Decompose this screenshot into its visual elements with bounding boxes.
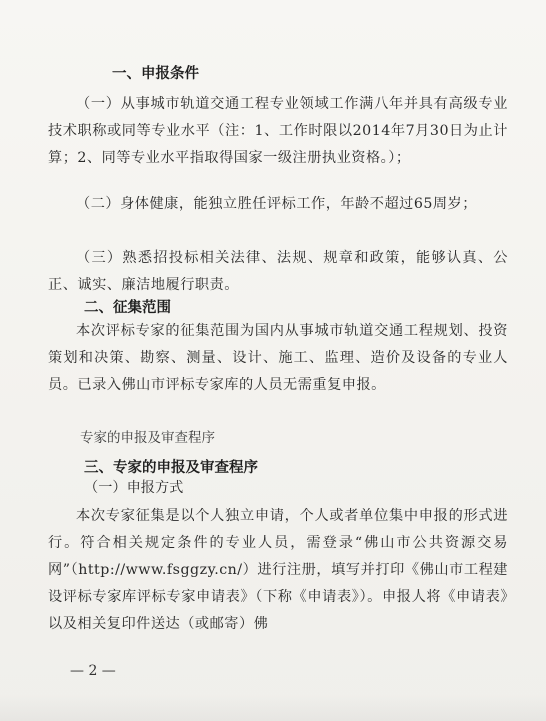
- margin-note: 专家的申报及审查程序: [80, 430, 215, 446]
- section-heading-requirements: 一、申报条件: [112, 66, 199, 82]
- scope-paragraph: 本次评标专家的征集范围为国内从事城市轨道交通工程规划、投资策划和决策、勘察、测量、设计、施工、监理、造价及设备的专业人员。已录入佛山市评标专家库的人员无需重复申报。: [48, 323, 508, 393]
- section-heading-procedure: 三、专家的申报及审查程序: [84, 460, 258, 476]
- subsection-heading-method: （一）申报方式: [84, 480, 184, 496]
- page-number: — 2 —: [70, 663, 116, 679]
- requirement-item-2: （二）身体健康，能独立胜任评标工作，年龄不超过65周岁；: [76, 196, 477, 212]
- procedure-paragraph: 本次专家征集是以个人独立申请，个人或者单位集中申报的形式进行。符合相关规定条件的专业人员，需登录“佛山市公共资源交易网”（http://www.fsggzy.cn/）进行注册，填写并打印《佛山市工程建设评标专家库评标专家申请表》（下称《申请表》）。申报人将《申请表》以及相关复印件送达（或邮寄）佛: [48, 508, 508, 632]
- page-shadow: [0, 694, 546, 721]
- section-heading-scope: 二、征集范围: [84, 300, 171, 316]
- requirement-item-3: （三）熟悉招投标相关法律、法规、规章和政策，能够认真、公正、诚实、廉洁地履行职责。: [48, 250, 508, 293]
- requirement-item-1: （一）从事城市轨道交通工程专业领域工作满八年并具有高级专业技术职称或同等专业水平（注：1、工作时限以2014年7月30日为止计算；2、同等专业水平指取得国家一级注册执业资格。）；: [48, 96, 508, 166]
